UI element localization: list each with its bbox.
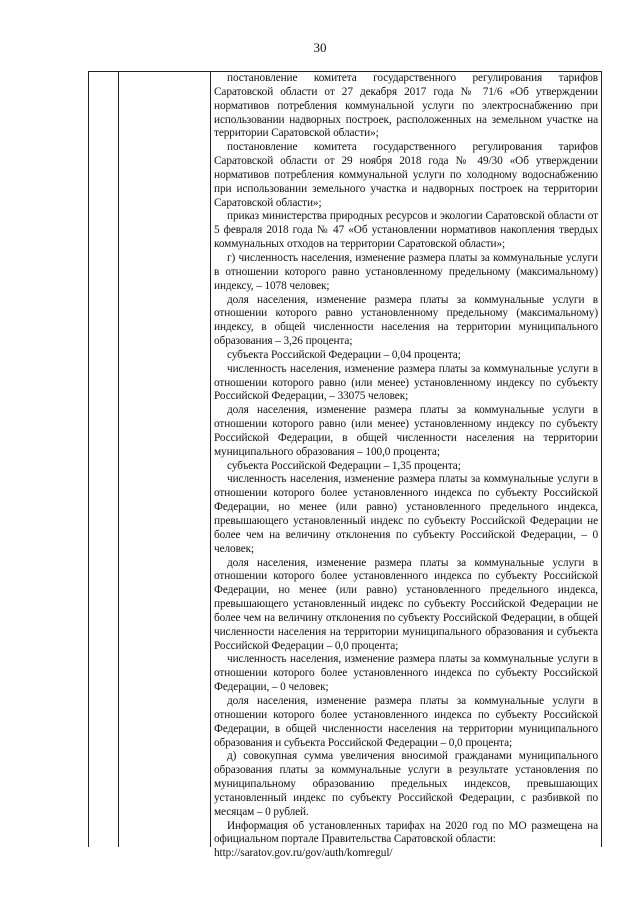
- table-text-cell: [214, 72, 598, 861]
- page-number: 30: [313, 40, 327, 55]
- tariff-portal-link[interactable]: http://saratov.gov.ru/gov/auth/komregul/: [214, 847, 393, 860]
- paragraph-decree-water: постановление комитета государственного регулирования тарифов Саратовской области от 29 ноября 2018 года № 49/30 «Об утверждении нормативов потребления коммунальной услуги по холодному водоснабжению при использовании земельного участка и надворных построек на территории Саратовской области»;: [214, 141, 598, 209]
- paragraph-order-waste: приказ министерства природных ресурсов и экологии Саратовской области от 5 февраля 2018 года № 47 «Об установлении нормативов накопления твердых коммунальных отходов на территории Саратовской области»;: [214, 210, 598, 251]
- paragraph-population-deviation: численность населения, изменение размера платы за коммунальные услуги в отношении которого более установленного индекса по субъекту Российской Федерации, но менее (или равно) установленного предельного индекса, превышающего установленный индекс по субъекту Российской Федерации не более чем на величину отклонения по субъекту Российской Федерации, – 0 человек;: [214, 473, 598, 555]
- paragraph-total-increase: д) совокупная сумма увеличения вносимой гражданами муниципального образования платы за коммунальные услуги в результате установления по муниципальному образованию предельных индексов, превышающих установленный индекс по субъекту Российской Федерации, с разбивкой по месяцам – 0 рублей.: [214, 750, 598, 818]
- paragraph-population-equal-max: г) численность населения, изменение размера платы за коммунальные услуги в отношении которого равно установленному предельному (максимальному) индексу, – 1078 человек;: [214, 251, 598, 292]
- table-column-divider-1: [118, 71, 119, 847]
- paragraph-subject-share-1: субъекта Российской Федерации – 0,04 процента;: [227, 348, 461, 361]
- paragraph-decree-electricity: постановление комитета государственного регулирования тарифов Саратовской области от 27 декабря 2017 года № 71/6 «Об утверждении нормативов потребления коммунальной услуги по электроснабжению при использовании надворных построек, расположенных на земельном участке на территории Саратовской области»;: [214, 72, 598, 140]
- paragraph-tariff-info: Информация об установленных тарифах на 2020 год по МО размещена на официальном портале Правительства Саратовской области:: [214, 819, 598, 846]
- paragraph-subject-share-2: субъекта Российской Федерации – 1,35 процента;: [227, 459, 461, 472]
- paragraph-share-less-index: доля населения, изменение размера платы за коммунальные услуги в отношении которого равно (или менее) установленному индексу по субъекту Российской Федерации, в общей численности населения на территории муниципального образования – 100,0 процента;: [214, 404, 598, 458]
- paragraph-population-above-index: численность населения, изменение размера платы за коммунальные услуги в отношении которого более установленного индекса по субъекту Российской Федерации, – 0 человек;: [214, 653, 598, 694]
- paragraph-share-equal-max: доля населения, изменение размера платы за коммунальные услуги в отношении которого равно установленному предельному (максимальному) индексу, в общей численности населения на территории муниципального образования – 3,26 процента;: [214, 293, 598, 348]
- table-border-right: [601, 71, 602, 847]
- paragraph-share-above-index: доля населения, изменение размера платы за коммунальные услуги в отношении которого более установленного индекса по субъекту Российской Федерации, в общей численности населения на территории муниципального образования и субъекта Российской Федерации – 0,0 процента;: [214, 694, 598, 749]
- paragraph-population-less-index: численность населения, изменение размера платы за коммунальные услуги в отношении которого равно (или менее) установленному индексу по субъекту Российской Федерации, – 33075 человек;: [214, 362, 598, 403]
- paragraph-share-deviation: доля населения, изменение размера платы за коммунальные услуги в отношении которого более установленного индекса по субъекту Российской Федерации, но менее (или равно) установленного предельного индекса, превышающего установленный индекс по субъекту Российской Федерации не более чем на величину отклонения по субъекту Российской Федерации, в общей численности населения на территории муниципального образования и субъекта Российской Федерации – 0,0 процента;: [214, 556, 598, 652]
- table-column-divider-2: [210, 71, 211, 847]
- table-border-left: [88, 71, 89, 847]
